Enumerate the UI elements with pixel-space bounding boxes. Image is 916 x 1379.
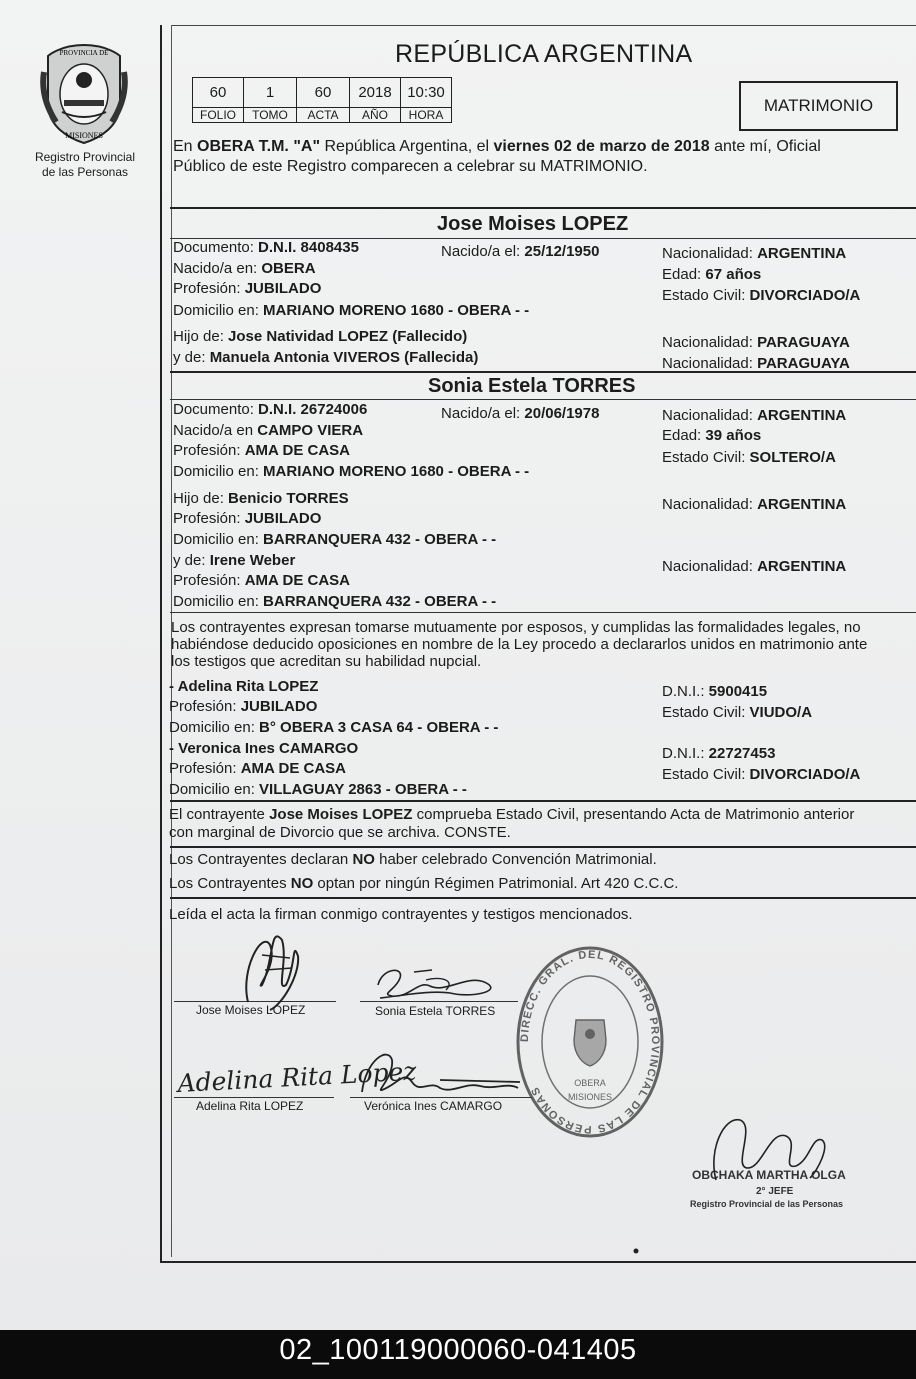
groom-signature-name: Jose Moises LOPEZ: [196, 1003, 306, 1017]
bride-signature-name: Sonia Estela TORRES: [375, 1004, 496, 1018]
groom-civil-status: Estado Civil: DIVORCIADO/A: [662, 287, 861, 304]
hour-value: 10:30: [401, 78, 452, 108]
stamp-crest-icon: [574, 1020, 606, 1066]
witness-1-dni: D.N.I.: 5900415: [662, 683, 768, 700]
groom-birthdate: Nacido/a el: 25/12/1950: [441, 243, 600, 260]
civil-status-note-line-2: con marginal de Divorcio que se archiva. CONSTE.: [169, 824, 511, 841]
convention-line-1: Los Contrayentes declaran NO haber celebrado Convención Matrimonial.: [169, 851, 657, 868]
bride-signature: [378, 970, 491, 998]
witness-1-signature-name: Adelina Rita LOPEZ: [196, 1099, 304, 1113]
witness-1-civil-status: Estado Civil: VIUDO/A: [662, 704, 813, 721]
bride-father-profession: Profesión: JUBILADO: [173, 510, 322, 527]
witness-1-profession: Profesión: JUBILADO: [169, 698, 318, 715]
official-signature: [714, 1120, 825, 1180]
bride-civil-status: Estado Civil: SOLTERO/A: [662, 449, 836, 466]
civil-status-note-line-1: El contrayente Jose Moises LOPEZ comprueba Estado Civil, presentando Acta de Matrimonio anterior: [169, 806, 855, 823]
acta-label: ACTA: [297, 108, 350, 123]
bride-father: Hijo de: Benicio TORRES: [173, 490, 349, 507]
folio-label: FOLIO: [193, 108, 244, 123]
bride-age: Edad: 39 años: [662, 427, 762, 444]
stamp-city: OBERA: [574, 1078, 606, 1088]
official-organization: Registro Provincial de las Personas: [690, 1199, 844, 1209]
witness-2-address: Domicilio en: VILLAGUAY 2863 - OBERA - -: [169, 781, 467, 798]
bride-mother-address: Domicilio en: BARRANQUERA 432 - OBERA - -: [173, 593, 497, 610]
bride-mother-profession: Profesión: AMA DE CASA: [173, 572, 350, 589]
declaration-line-1: Los contrayentes expresan tomarse mutuamente por esposos, y cumplidas las formalidades legales, no: [171, 619, 861, 636]
groom-nationality: Nacionalidad: ARGENTINA: [662, 245, 847, 262]
witness-1-address: Domicilio en: B° OBERA 3 CASA 64 - OBERA - -: [169, 719, 499, 736]
intro-line-1: En OBERA T.M. "A" República Argentina, el viernes 02 de marzo de 2018 ante mí, Oficial: [173, 138, 821, 155]
witness-2-signature-name: Verónica Ines CAMARGO: [364, 1099, 503, 1113]
witness-2-profession: Profesión: AMA DE CASA: [169, 760, 346, 777]
stamp-province: MISIONES: [567, 1092, 613, 1102]
bride-nationality: Nacionalidad: ARGENTINA: [662, 407, 847, 424]
registry-name: Registro Provincial de las Personas: [34, 150, 136, 179]
tomo-label: TOMO: [244, 108, 297, 123]
tomo-value: 1: [244, 78, 297, 108]
groom-signature: [246, 936, 298, 1010]
groom-mother: y de: Manuela Antonia VIVEROS (Fallecida): [173, 349, 479, 366]
hour-label: HORA: [401, 108, 452, 123]
witness-2-name: - Veronica Ines CAMARGO: [169, 740, 359, 757]
folio-value: 60: [193, 78, 244, 108]
bride-profession: Profesión: AMA DE CASA: [173, 442, 350, 459]
acta-value: 60: [297, 78, 350, 108]
groom-father-nationality: Nacionalidad: PARAGUAYA: [662, 334, 850, 351]
intro-line-2: Público de este Registro comparecen a celebrar su MATRIMONIO.: [173, 158, 648, 175]
groom-age: Edad: 67 años: [662, 266, 762, 283]
bride-father-address: Domicilio en: BARRANQUERA 432 - OBERA - -: [173, 531, 497, 548]
groom-mother-nationality: Nacionalidad: PARAGUAYA: [662, 355, 850, 372]
groom-address: Domicilio en: MARIANO MORENO 1680 - OBERA - -: [173, 302, 530, 319]
groom-name: Jose Moises LOPEZ: [437, 213, 629, 235]
document-id: 02_100119000060-041405: [279, 1334, 637, 1366]
year-label: AÑO: [350, 108, 401, 123]
groom-father: Hijo de: Jose Natividad LOPEZ (Fallecido): [173, 328, 468, 345]
stamp-ring-text: DIRECC. GRAL. DEL REGISTRO PROVINCIAL DE LAS PERSONAS: [518, 948, 662, 1136]
witness-1-name: - Adelina Rita LOPEZ: [169, 678, 319, 695]
year-value: 2018: [350, 78, 401, 108]
registry-stamp: [518, 948, 662, 1136]
declaration-line-2: habiéndose deducido oposiciones en nombre de la Ley procedo a declararlos unidos en matrimonio ante: [171, 636, 868, 653]
bride-father-nationality: Nacionalidad: ARGENTINA: [662, 496, 847, 513]
official-title: 2° JEFE: [756, 1186, 794, 1197]
witness-2-civil-status: Estado Civil: DIVORCIADO/A: [662, 766, 861, 783]
document-type-box: MATRIMONIO: [739, 81, 898, 131]
bride-mother: y de: Irene Weber: [173, 552, 296, 569]
declaration-line-3: los testigos que acreditan su habilidad nupcial.: [171, 653, 482, 670]
official-name: OBCHAKA MARTHA OLGA: [692, 1168, 846, 1182]
crest-bottom-text: MISIONES: [65, 131, 103, 140]
groom-document: Documento: D.N.I. 8408435: [173, 239, 359, 256]
witness-1-signature: Adelina Rita Lopez: [176, 1056, 418, 1098]
convention-line-2: Los Contrayentes NO optan por ningún Régimen Patrimonial. Art 420 C.C.C.: [169, 875, 679, 892]
bride-mother-nationality: Nacionalidad: ARGENTINA: [662, 558, 847, 575]
closing-statement: Leída el acta la firman conmigo contrayentes y testigos mencionados.: [169, 906, 633, 923]
bride-address: Domicilio en: MARIANO MORENO 1680 - OBERA - -: [173, 463, 530, 480]
country-title: REPÚBLICA ARGENTINA: [395, 40, 693, 68]
bride-birthplace: Nacido/a en CAMPO VIERA: [173, 422, 364, 439]
bride-name: Sonia Estela TORRES: [428, 375, 636, 397]
bride-birthdate: Nacido/a el: 20/06/1978: [441, 405, 600, 422]
bride-document: Documento: D.N.I. 26724006: [173, 401, 368, 418]
groom-birthplace: Nacido/a en: OBERA: [173, 260, 316, 277]
crest-top-text: PROVINCIA DE: [59, 49, 109, 57]
witness-2-dni: D.N.I.: 22727453: [662, 745, 776, 762]
groom-profession: Profesión: JUBILADO: [173, 280, 322, 297]
